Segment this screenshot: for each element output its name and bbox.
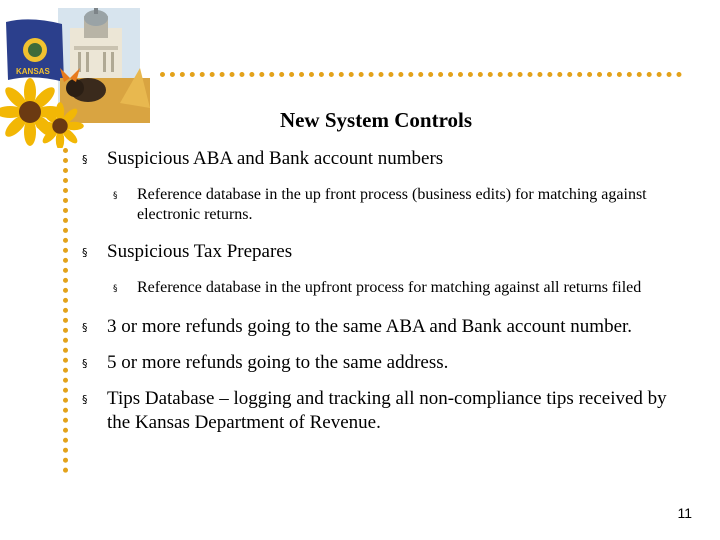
bullet-text: Reference database in the up front process (business edits) for matching against electronic returns. xyxy=(137,186,647,223)
top-dotted-rule xyxy=(160,72,682,77)
bullet-item xyxy=(82,147,692,171)
svg-text:KANSAS: KANSAS xyxy=(16,67,50,76)
bullet-marker-icon: § xyxy=(82,321,88,334)
bullet-text: 3 or more refunds going to the same ABA and Bank account number. xyxy=(107,316,633,337)
bullet-item xyxy=(82,351,692,375)
bullet-list xyxy=(82,147,692,435)
left-dotted-rule xyxy=(63,148,68,473)
bullet-item xyxy=(82,387,692,435)
page-number: 11 xyxy=(677,505,692,521)
bullet-item xyxy=(82,240,692,264)
bullet-marker-icon: § xyxy=(82,153,88,166)
sub-bullet-item xyxy=(113,185,692,225)
bullet-text: Tips Database – logging and tracking all non-compliance tips received by the Kansas Department of Revenue. xyxy=(107,388,667,433)
bullet-marker-icon: § xyxy=(82,357,88,370)
bullet-text: Reference database in the upfront process for matching against all returns filed xyxy=(137,279,642,296)
bullet-marker-icon: § xyxy=(82,393,88,406)
bullet-item xyxy=(82,315,692,339)
bullet-text: 5 or more refunds going to the same address. xyxy=(107,352,449,373)
bullet-marker-icon: § xyxy=(113,284,118,294)
bullet-text: Suspicious Tax Prepares xyxy=(107,241,293,262)
bullet-text: Suspicious ABA and Bank account numbers xyxy=(107,148,444,169)
slide-title: New System Controls xyxy=(279,108,473,132)
bullet-marker-icon: § xyxy=(113,191,118,201)
sub-bullet-item xyxy=(113,278,692,298)
bullet-marker-icon: § xyxy=(82,246,88,259)
